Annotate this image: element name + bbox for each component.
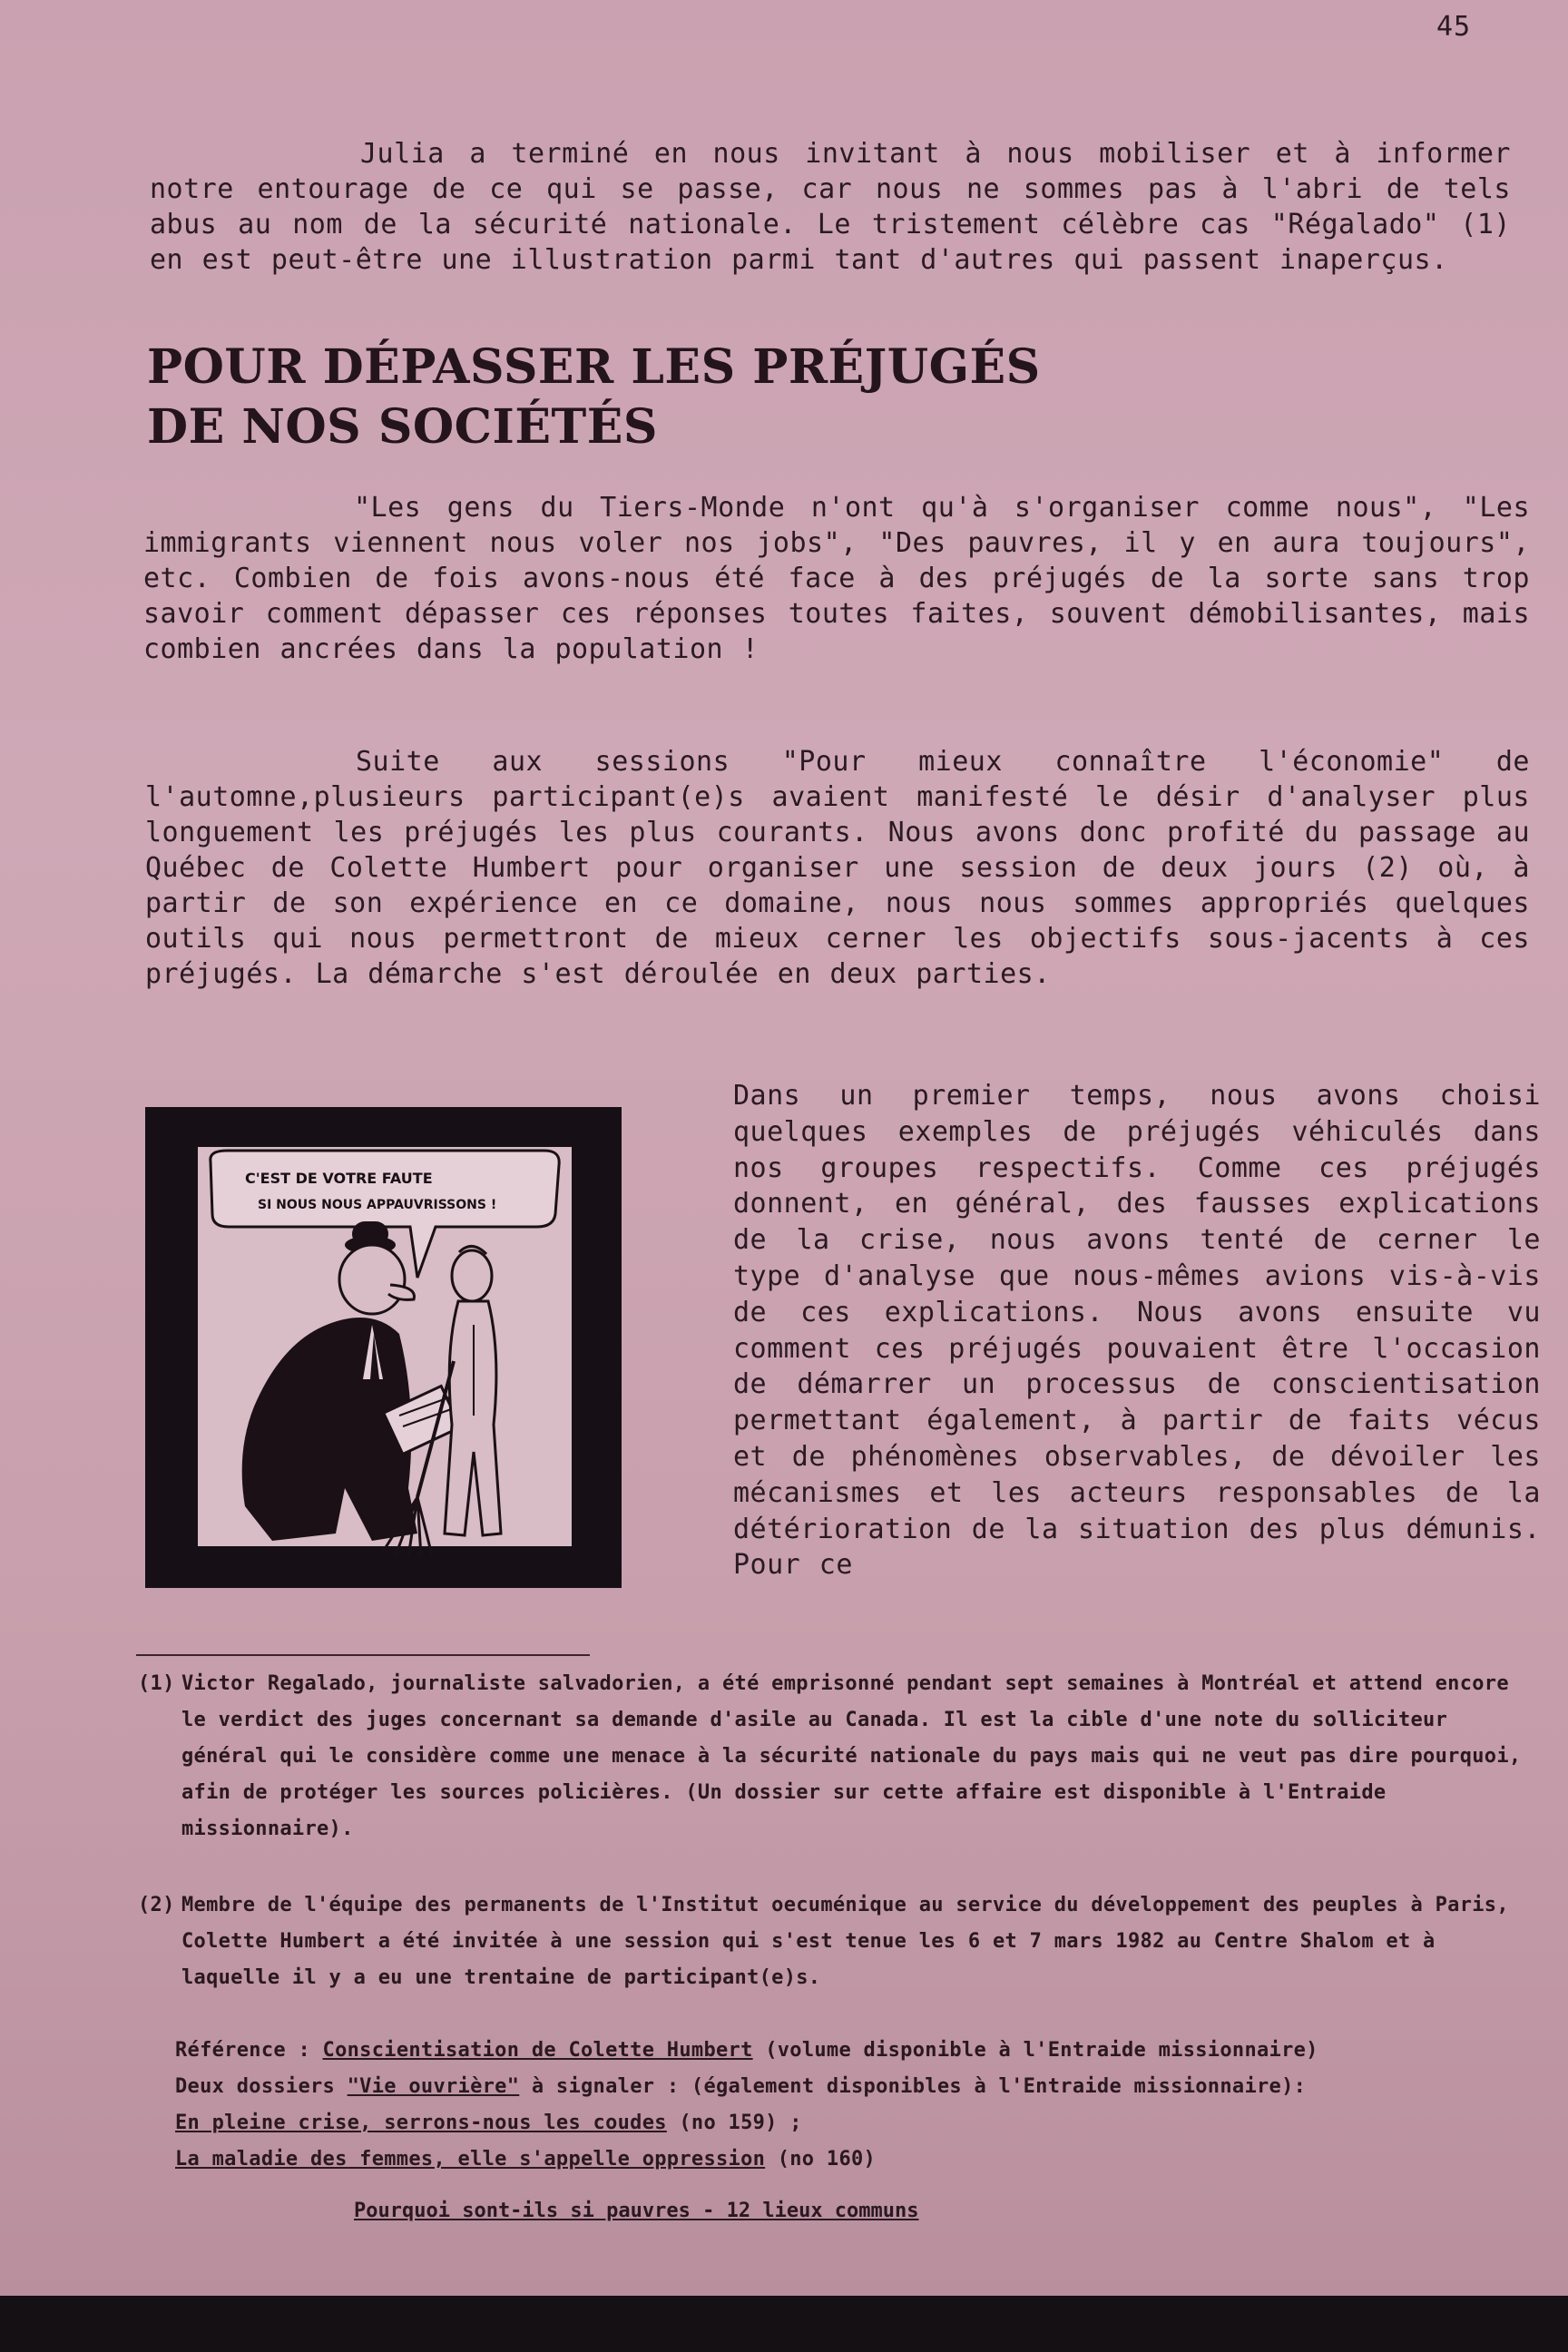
reference-note: (volume disponible à l'Entraide missionnaire) bbox=[765, 2039, 1318, 2062]
first-step-paragraph: Dans un premier temps, nous avons choisi quelques exemples de préjugés véhiculés dans nos groupes respectifs. Comme ces préjugés donnent, en général, des fausses explications de la crise, nous avons tenté de cerner le type d'analyse que nous-mêmes avions vis-à-vis de ces explications. Nous avons ensuite vu comment ces préjugés pouvaient être l'occasion de démarrer un processus de conscientisation permettant également, à partir de faits vécus et de phénomènes observables, de dévoiler les mécanismes et les acteurs responsables de la détérioration de la situation des plus démunis. Pour ce bbox=[733, 1080, 1541, 1582]
footnote-1-number: (1) bbox=[138, 1672, 175, 1695]
footnote-2 bbox=[138, 1887, 1538, 1996]
footnote-2-number: (2) bbox=[138, 1894, 175, 1916]
references-block bbox=[175, 2033, 1536, 2178]
section-heading-line-2: DE NOS SOCIÉTÉS bbox=[147, 399, 658, 455]
cartoon-illustration bbox=[145, 1107, 622, 1588]
footnote-2-text: Membre de l'équipe des permanents de l'Institut oecuménique au service du développement des peuples à Paris, Colette Humbert a été invitée à une session qui s'est tenue les 6 et 7 mars 1982 au Centre Shalom et à laquelle il y a eu une trentaine de participant(e)s. bbox=[181, 1894, 1509, 1989]
prejudices-paragraph-text: "Les gens du Tiers-Monde n'ont qu'à s'organiser comme nous", "Les immigrants viennent nous voler nos jobs", "Des pauvres, il y en aura toujours", etc. Combien de fois avons-nous été face à des préjugés de la sorte sans trop savoir comment dépasser ces réponses toutes faites, souvent démobilisantes, mais combien ancrées dans la population ! bbox=[143, 492, 1530, 665]
sessions-paragraph bbox=[145, 744, 1530, 992]
intro-paragraph-text: Julia a terminé en nous invitant à nous mobiliser et à informer notre entourage de ce qui se passe, car nous ne sommes pas à l'abri de tels abus au nom de la sécurité nationale. Le tristement célèbre cas "Régalado" (1) en est peut-être une illustration parmi tant d'autres qui passent inaperçus. bbox=[150, 138, 1511, 276]
footnote-1-text: Victor Regalado, journaliste salvadorien, a été emprisonné pendant sept semaines à Montréal et attend encore le verdict des juges concernant sa demande d'asile au Canada. Il est la cible d'une note du solliciteur général qui le considère comme une menace à la sécurité nationale du pays mais qui ne veut pas dire pourquoi, afin de protéger les sources policières. (Un dossier sur cette affaire est disponible à l'Entraide missionnaire). bbox=[181, 1672, 1522, 1840]
dossier-2-title: La maladie des femmes, elle s'appelle oppression bbox=[175, 2148, 766, 2171]
dossier-1-line bbox=[175, 2105, 1536, 2141]
speech-line-1: C'EST DE VOTRE FAUTE bbox=[245, 1170, 433, 1187]
dossier-2-number: (no 160) bbox=[777, 2148, 877, 2171]
prejudices-paragraph bbox=[143, 490, 1530, 667]
reference-title: Conscientisation de Colette Humbert bbox=[322, 2039, 753, 2062]
reference-line bbox=[175, 2033, 1536, 2069]
section-heading bbox=[147, 338, 1327, 457]
dossiers-series: "Vie ouvrière" bbox=[347, 2075, 520, 2098]
last-reference-title: Pourquoi sont-ils si pauvres - 12 lieux communs bbox=[354, 2200, 919, 2222]
sessions-paragraph-text: Suite aux sessions "Pour mieux connaître l'économie" de l'automne,plusieurs participant(e)s avaient manifesté le désir d'analyser plus longuement les préjugés les plus courants. Nous avons donc profité du passage au Québec de Colette Humbert pour organiser une session de deux jours (2) où, à partir de son expérience en ce domaine, nous nous sommes appropriés quelques outils qui nous permettront de mieux cerner les objectifs sous-jacents à ces préjugés. La démarche s'est déroulée en deux parties. bbox=[145, 746, 1530, 990]
dossier-2-line bbox=[175, 2141, 1536, 2178]
cartoon-drawing bbox=[145, 1107, 622, 1588]
intro-paragraph bbox=[150, 136, 1511, 278]
dossier-1-number: (no 159) ; bbox=[679, 2112, 802, 2134]
last-reference bbox=[354, 2200, 919, 2222]
dossiers-prefix: Deux dossiers bbox=[175, 2075, 336, 2098]
footnote-divider bbox=[136, 1654, 590, 1656]
page-number: 45 bbox=[1436, 11, 1472, 43]
footnote-1 bbox=[138, 1666, 1538, 1847]
dossier-1-title: En pleine crise, serrons-nous les coudes bbox=[175, 2112, 667, 2134]
dossiers-line bbox=[175, 2069, 1536, 2105]
dossiers-suffix: à signaler : (également disponibles à l'Entraide missionnaire): bbox=[531, 2075, 1307, 2098]
speech-line-2: SI NOUS NOUS APPAUVRISSONS ! bbox=[258, 1198, 497, 1212]
section-heading-line-1: POUR DÉPASSER LES PRÉJUGÉS bbox=[147, 339, 1041, 395]
reference-label: Référence : bbox=[175, 2039, 310, 2062]
